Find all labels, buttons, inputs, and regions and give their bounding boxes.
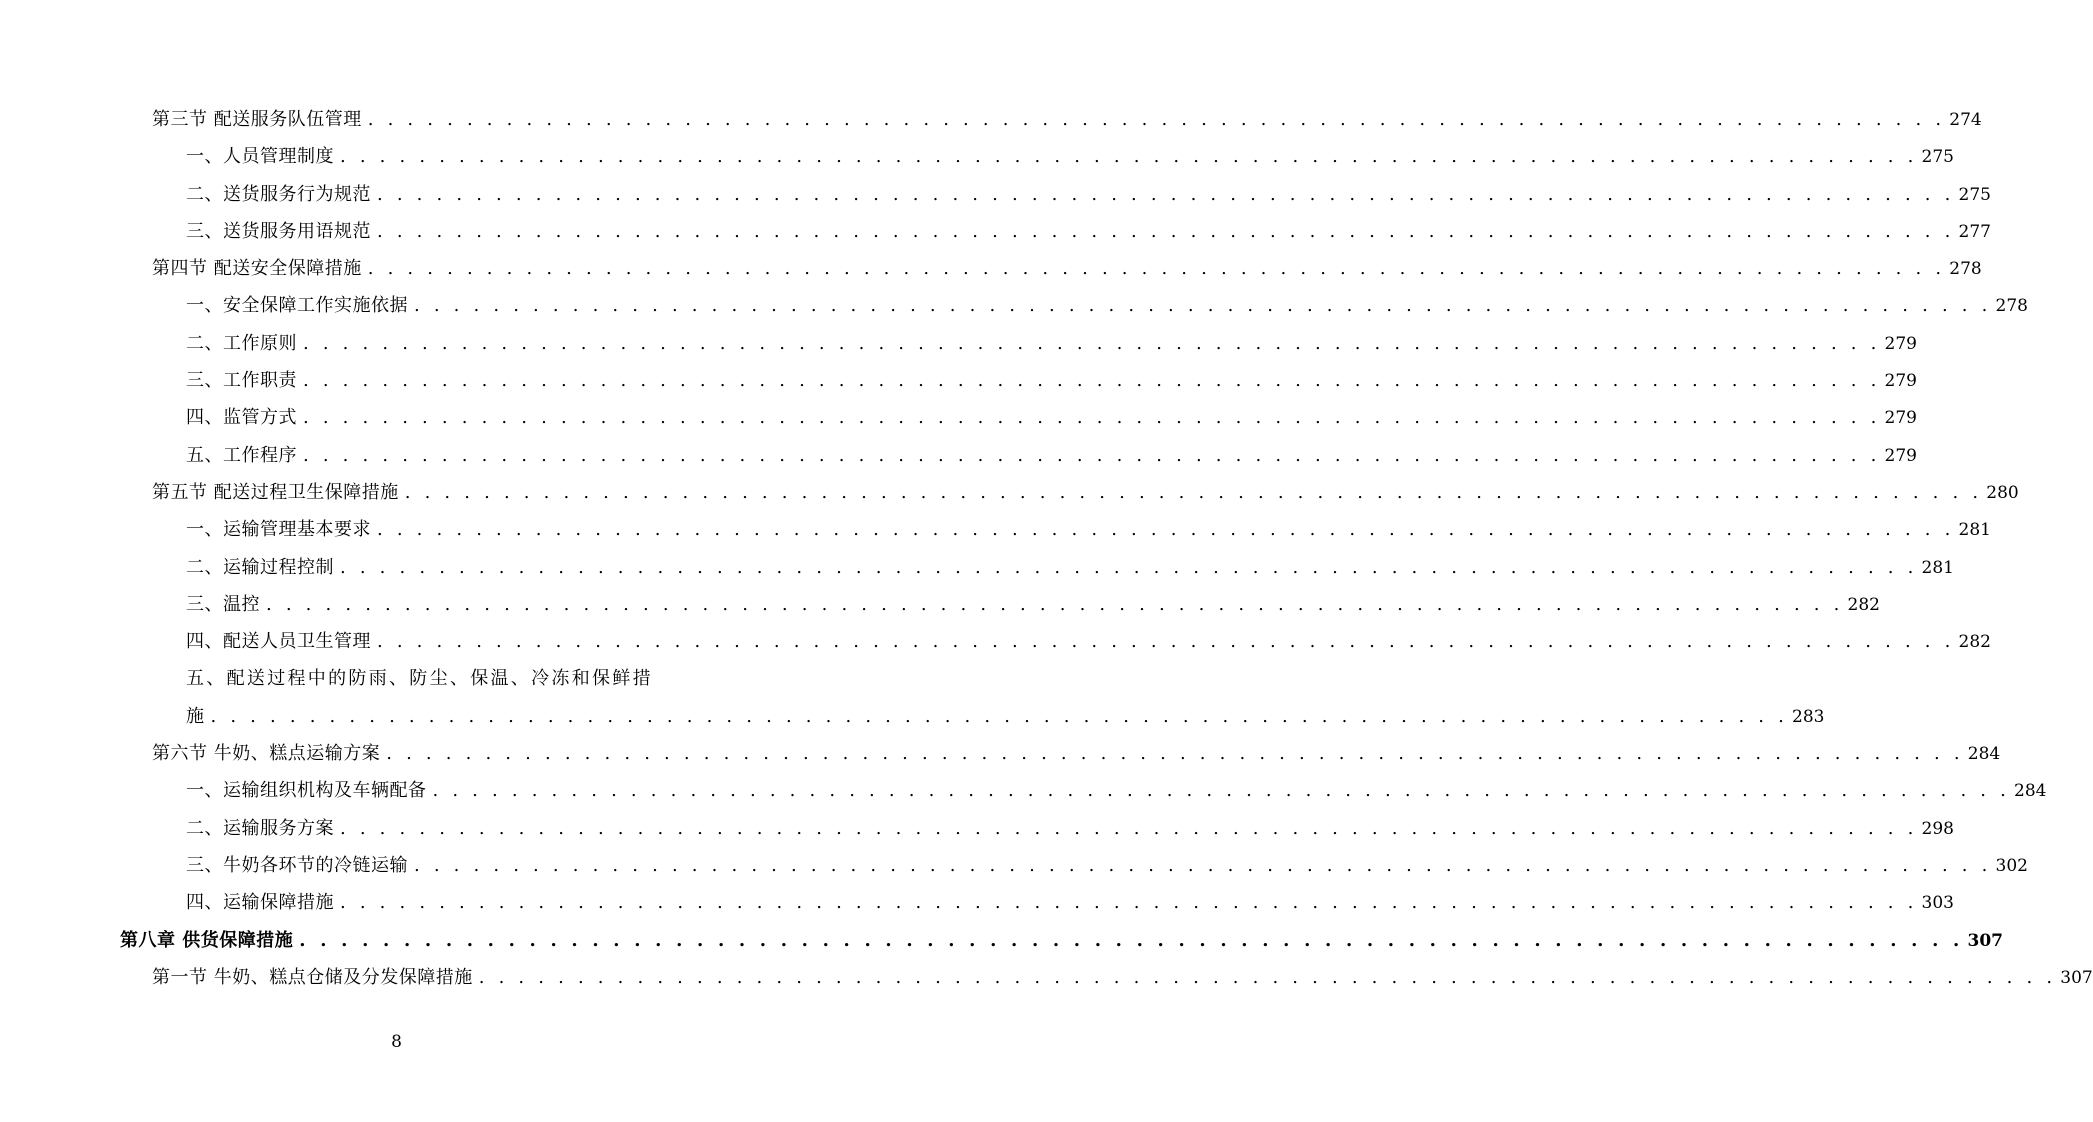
toc-entry-title: 第五节 配送过程卫生保障措施 xyxy=(152,481,399,503)
toc-entry-line xyxy=(152,101,1982,138)
toc-dot-leader: . . . . . . . . . . . . . . . . . . . . . . . . . . . . . . . . . . . . . . . . . . . . . . . . . . . . . . . . . . . . . . . . . . . . . . . . . . . . . . . . xyxy=(404,481,1983,503)
toc-entry-line xyxy=(152,959,2093,996)
toc-entry-title: 二、工作原则 xyxy=(186,332,297,354)
toc-dot-leader: . . . . . . . . . . . . . . . . . . . . . . . . . . . . . . . . . . . . . . . . . . . . . . . . . . . . . . . . . . . . . . . . . . . . . . . . . . . . . . . . xyxy=(377,220,1955,242)
toc-entry-title: 三、温控 xyxy=(186,593,260,615)
toc-entry xyxy=(0,660,793,697)
toc-entry xyxy=(0,735,2001,772)
toc-entry-title: 二、运输服务方案 xyxy=(186,817,334,839)
toc-entry xyxy=(0,549,1954,586)
toc-entry-line xyxy=(152,250,1982,287)
toc-dot-leader: . . . . . . . . . . . . . . . . . . . . . . . . . . . . . . . . . . . . . . . . . . . . . . . . . . . . . . . . . . . . . . . . . . . . . . . . . . . . . . . . xyxy=(266,593,1844,615)
toc-dot-leader: . . . . . . . . . . . . . . . . . . . . . . . . . . . . . . . . . . . . . . . . . . . . . . . . . . . . . . . . . . . . . . . . . . . . . . . . . . . . . . . . xyxy=(432,780,2011,802)
toc-dot-leader: . . . . . . . . . . . . . . . . . . . . . . . . . . . . . . . . . . . . . . . . . . . . . . . . . . . . . . . . . . . . . . . . . . . . . . . . . . . . . . . . xyxy=(299,929,1964,951)
toc-entry-page: 278 xyxy=(1995,296,2028,317)
toc-entry-page: 280 xyxy=(1986,482,2019,503)
toc-entry-title: 施 xyxy=(186,705,205,727)
toc-entry-title: 一、人员管理制度 xyxy=(186,146,334,168)
toc-entry xyxy=(0,772,2047,809)
toc-entry-line xyxy=(186,213,1991,250)
toc-entry-title: 第八章 供货保障措施 xyxy=(120,929,294,951)
toc-entry-line xyxy=(120,922,2003,959)
toc-dot-leader: . . . . . . . . . . . . . . . . . . . . . . . . . . . . . . . . . . . . . . . . . . . . . . . . . . . . . . . . . . . . . . . . . . . . . . . . . . . . . . . . xyxy=(367,258,1946,280)
toc-dot-leader: . . . . . . . . . . . . . . . . . . . . . . . . . . . . . . . . . . . . . . . . . . . . . . . . . . . . . . . . . . . . . . . . . . . . . . . . . . . . . . . . xyxy=(303,407,1881,429)
toc-entry-title: 三、工作职责 xyxy=(186,370,297,392)
toc-entry xyxy=(0,623,1991,660)
toc-entry xyxy=(0,399,1917,436)
toc-entry-line xyxy=(186,884,1954,921)
toc-entry xyxy=(0,213,1991,250)
toc-entry-title: 第一节 牛奶、糕点仓储及分发保障措施 xyxy=(152,966,473,988)
toc-entry-title: 第四节 配送安全保障措施 xyxy=(152,258,362,280)
toc-entry-page: 279 xyxy=(1884,408,1917,429)
toc-dot-leader: . . . . . . . . . . . . . . . . . . . . . . . . . . . . . . . . . . . . . . . . . . . . . . . . . . . . . . . . . . . . . . . . . . . . . . . . . . . . . . . . xyxy=(340,817,1918,839)
toc-entry-page: 307 xyxy=(1967,930,2003,951)
toc-dot-leader: . . . . . . . . . . . . . . . . . . . . . . . . . . . . . . . . . . . . . . . . . . . . . . . . . . . . . . . . . . . . . . . . . . . . . . . . . . . . . . . . xyxy=(386,743,1964,765)
toc-entry xyxy=(0,325,1917,362)
toc-entry-page: 302 xyxy=(1995,855,2028,876)
toc-entry-line xyxy=(186,623,1991,660)
toc-entry xyxy=(0,287,2028,324)
toc-entry-title: 第六节 牛奶、糕点运输方案 xyxy=(152,743,381,765)
toc-entry-line xyxy=(152,474,2019,511)
toc-entry-page: 284 xyxy=(2014,781,2047,802)
toc-entry-page: 275 xyxy=(1921,147,1954,168)
toc-entry xyxy=(0,176,1991,213)
toc-entry-page: 307 xyxy=(2060,967,2093,988)
toc-entry xyxy=(0,437,1917,474)
toc-entry-page: 282 xyxy=(1958,632,1991,653)
toc-entry-title: 三、送货服务用语规范 xyxy=(186,220,371,242)
toc-entry-page: 281 xyxy=(1921,557,1954,578)
toc-entry-page: 283 xyxy=(1792,706,1825,727)
toc-entry-page: 278 xyxy=(1949,259,1982,280)
toc-entry-line xyxy=(186,586,1880,623)
toc-entry-title: 三、牛奶各环节的冷链运输 xyxy=(186,854,408,876)
toc-dot-leader: . . . . . . . . . . . . . . . . . . . . . . . . . . . . . . . . . . . . . . . . . . . . . . . . . . . . . . . . . . . . . . . . . . . . . . . . . . . . . . . . xyxy=(210,705,1789,727)
toc-entry-title: 一、安全保障工作实施依据 xyxy=(186,295,408,317)
toc-entry-line xyxy=(186,176,1991,213)
toc-entry-page: 303 xyxy=(1921,893,1954,914)
toc-entry-page: 277 xyxy=(1958,221,1991,242)
toc-entry-title: 四、监管方式 xyxy=(186,407,297,429)
toc-entry-page: 275 xyxy=(1958,184,1991,205)
toc-entry xyxy=(0,884,1954,921)
toc-entry-page: 284 xyxy=(1967,744,2001,765)
toc-dot-leader: . . . . . . . . . . . . . . . . . . . . . . . . . . . . . . . . . . . . . . . . . . . . . . . . . . . . . . . . . . . . . . . . . . . . . . . . . . . . . . . . xyxy=(340,556,1918,578)
toc-entry-page: 274 xyxy=(1949,110,1982,130)
toc-entry-line xyxy=(186,549,1954,586)
toc-entry-title: 二、送货服务行为规范 xyxy=(186,183,371,205)
toc-entry xyxy=(0,511,1991,548)
toc-entry-line xyxy=(186,698,1825,735)
toc-dot-leader: . . . . . . . . . . . . . . . . . . . . . . . . . . . . . . . . . . . . . . . . . . . . . . . . . . . . . . . . . . . . . . . . . . . . . . . . . . . . . . . . xyxy=(303,444,1881,466)
toc-entry xyxy=(0,847,2028,884)
toc-entry-page: 282 xyxy=(1847,594,1880,615)
toc-dot-leader: . . . . . . . . . . . . . . . . . . . . . . . . . . . . . . . . . . . . . . . . . . . . . . . . . . . . . . . . . . . . . . . . . . . . . . . . . . . . . . . . xyxy=(414,854,1992,876)
toc-entry xyxy=(0,586,1880,623)
toc-entry-line xyxy=(186,138,1954,175)
toc-entry-page: 298 xyxy=(1921,818,1954,839)
toc-dot-leader: . . . . . . . . . . . . . . . . . . . . . . . . . . . . . . . . . . . . . . . . . . . . . . . . . . . . . . . . . . . . . . . . . . . . . . . . . . . . . . . . xyxy=(303,370,1881,392)
toc-entry xyxy=(0,101,1982,138)
page-number: 8 xyxy=(391,1032,402,1052)
toc-entry-title: 五、配送过程中的防雨、防尘、保温、冷冻和保鲜措 xyxy=(186,668,653,690)
toc-dot-leader: . . . . . . . . . . . . . . . . . . . . . . . . . . . . . . . . . . . . . . . . . . . . . . . . . . . . . . . . . . . . . . . . . . . . . . . . . . . . . . . . xyxy=(340,146,1918,168)
toc-entry-line xyxy=(186,437,1917,474)
toc-entry-title: 第三节 配送服务队伍管理 xyxy=(152,109,362,130)
toc-entry xyxy=(0,922,2003,959)
toc-entry-line xyxy=(186,847,2028,884)
toc-entry-line xyxy=(186,399,1917,436)
toc-entry xyxy=(0,362,1917,399)
toc-entry-title: 四、配送人员卫生管理 xyxy=(186,631,371,653)
toc-entry-title: 一、运输组织机构及车辆配备 xyxy=(186,780,427,802)
toc-entry xyxy=(0,810,1954,847)
toc-entry xyxy=(0,698,1825,735)
toc-entry xyxy=(0,474,2019,511)
toc-entry-page: 281 xyxy=(1958,520,1991,541)
toc-dot-leader: . . . . . . . . . . . . . . . . . . . . . . . . . . . . . . . . . . . . . . . . . . . . . . . . . . . . . . . . . . . . . . . . . . . . . . . . . . . . . . . . xyxy=(377,183,1955,205)
toc-entry xyxy=(0,959,2093,996)
toc-entry-line xyxy=(186,325,1917,362)
toc-entry-page: 279 xyxy=(1884,371,1917,392)
toc-entry-title: 四、运输保障措施 xyxy=(186,892,334,914)
toc-entry-title: 一、运输管理基本要求 xyxy=(186,519,371,541)
toc-dot-leader: . . . . . . . . . . . . . . . . . . . . . . . . . . . . . . . . . . . . . . . . . . . . . . . . . . . . . . . . . . . . . . . . . . . . . . . . . . . . . . . . xyxy=(367,109,1946,130)
toc-entry-line xyxy=(152,735,2001,772)
toc-dot-leader: . . . . . . . . . . . . . . . . . . . . . . . . . . . . . . . . . . . . . . . . . . . . . . . . . . . . . . . . . . . . . . . . . . . . . . . . . . . . . . . . xyxy=(303,332,1881,354)
toc-entry-line xyxy=(186,362,1917,399)
toc-entry-page: 279 xyxy=(1884,333,1917,354)
toc-dot-leader: . . . . . . . . . . . . . . . . . . . . . . . . . . . . . . . . . . . . . . . . . . . . . . . . . . . . . . . . . . . . . . . . . . . . . . . . . . . . . . . . xyxy=(340,892,1918,914)
toc-entry xyxy=(0,250,1982,287)
toc-entry-line xyxy=(186,772,2047,809)
toc-dot-leader: . . . . . . . . . . . . . . . . . . . . . . . . . . . . . . . . . . . . . . . . . . . . . . . . . . . . . . . . . . . . . . . . . . . . . . . . . . . . . . . . xyxy=(377,519,1955,541)
table-of-contents xyxy=(0,101,2093,996)
toc-entry-line xyxy=(186,511,1991,548)
toc-entry-line xyxy=(186,810,1954,847)
toc-entry-line xyxy=(186,287,2028,324)
toc-dot-leader: . . . . . . . . . . . . . . . . . . . . . . . . . . . . . . . . . . . . . . . . . . . . . . . . . . . . . . . . . . . . . . . . . . . . . . . . . . . . . . . . xyxy=(377,631,1955,653)
toc-dot-leader: . . . . . . . . . . . . . . . . . . . . . . . . . . . . . . . . . . . . . . . . . . . . . . . . . . . . . . . . . . . . . . . . . . . . . . . . . . . . . . . . xyxy=(414,295,1992,317)
toc-dot-leader: . . . . . . . . . . . . . . . . . . . . . . . . . . . . . . . . . . . . . . . . . . . . . . . . . . . . . . . . . . . . . . . . . . . . . . . . . . . . . . . . xyxy=(478,966,2057,988)
toc-entry-page: 279 xyxy=(1884,445,1917,466)
toc-entry xyxy=(0,138,1954,175)
toc-entry-title: 五、工作程序 xyxy=(186,444,297,466)
toc-entry-title: 二、运输过程控制 xyxy=(186,556,334,578)
toc-entry-line xyxy=(186,660,673,697)
